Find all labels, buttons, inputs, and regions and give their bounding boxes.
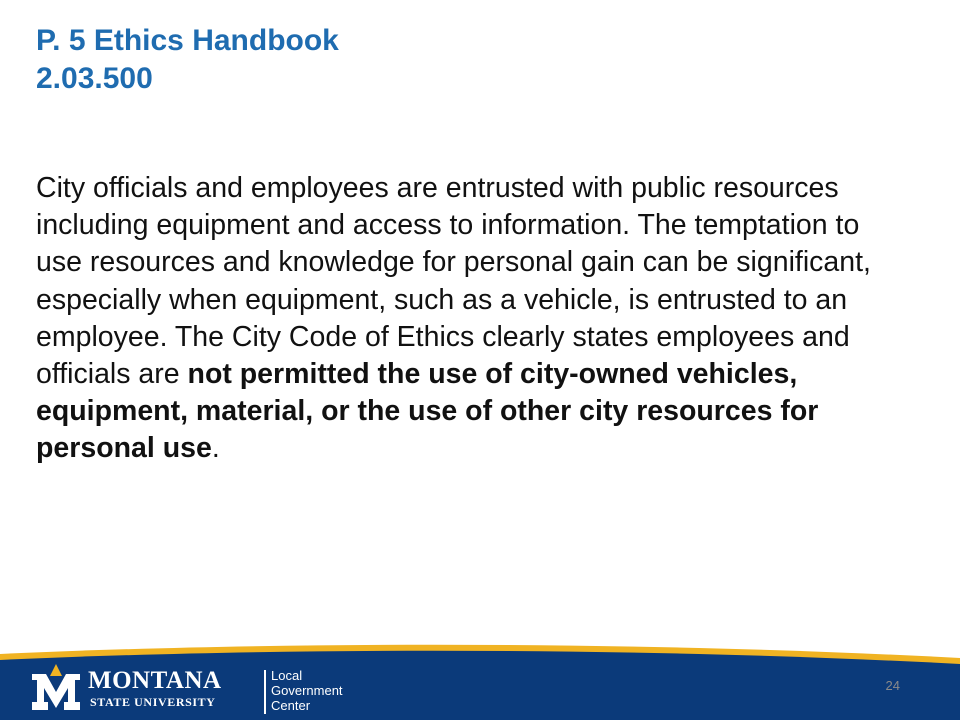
center-name-line-1: Local	[271, 668, 303, 683]
title-line-1: P. 5 Ethics Handbook	[36, 24, 339, 57]
center-name	[271, 668, 343, 713]
wordmark-sub: STATE UNIVERSITY	[90, 695, 216, 709]
wordmark: MONTANA	[88, 667, 222, 694]
body-paragraph	[36, 170, 906, 468]
body-bold-text: not permitted the use of city-owned vehicles, equipment, material, or the use of other city resources for personal use	[36, 358, 819, 465]
center-name-line-3: Center	[271, 698, 311, 713]
body-text: City officials and employees are entrusted with public resources including equipment and access to information. The temptation to use resources and knowledge for personal gain can be significant, especially when equipment, such as a vehicle, is entrusted to an employee. The City Code of Ethics clearly states employees and officials are	[36, 172, 871, 391]
title-line-2: 2.03.500	[36, 62, 153, 95]
slide-title	[36, 22, 916, 98]
mountain-m-icon	[28, 662, 84, 714]
body-end: .	[211, 432, 220, 465]
logo-divider	[264, 670, 266, 714]
msu-logo	[26, 662, 346, 720]
center-name-line-2: Government	[271, 683, 343, 698]
page-number: 24	[885, 678, 900, 693]
